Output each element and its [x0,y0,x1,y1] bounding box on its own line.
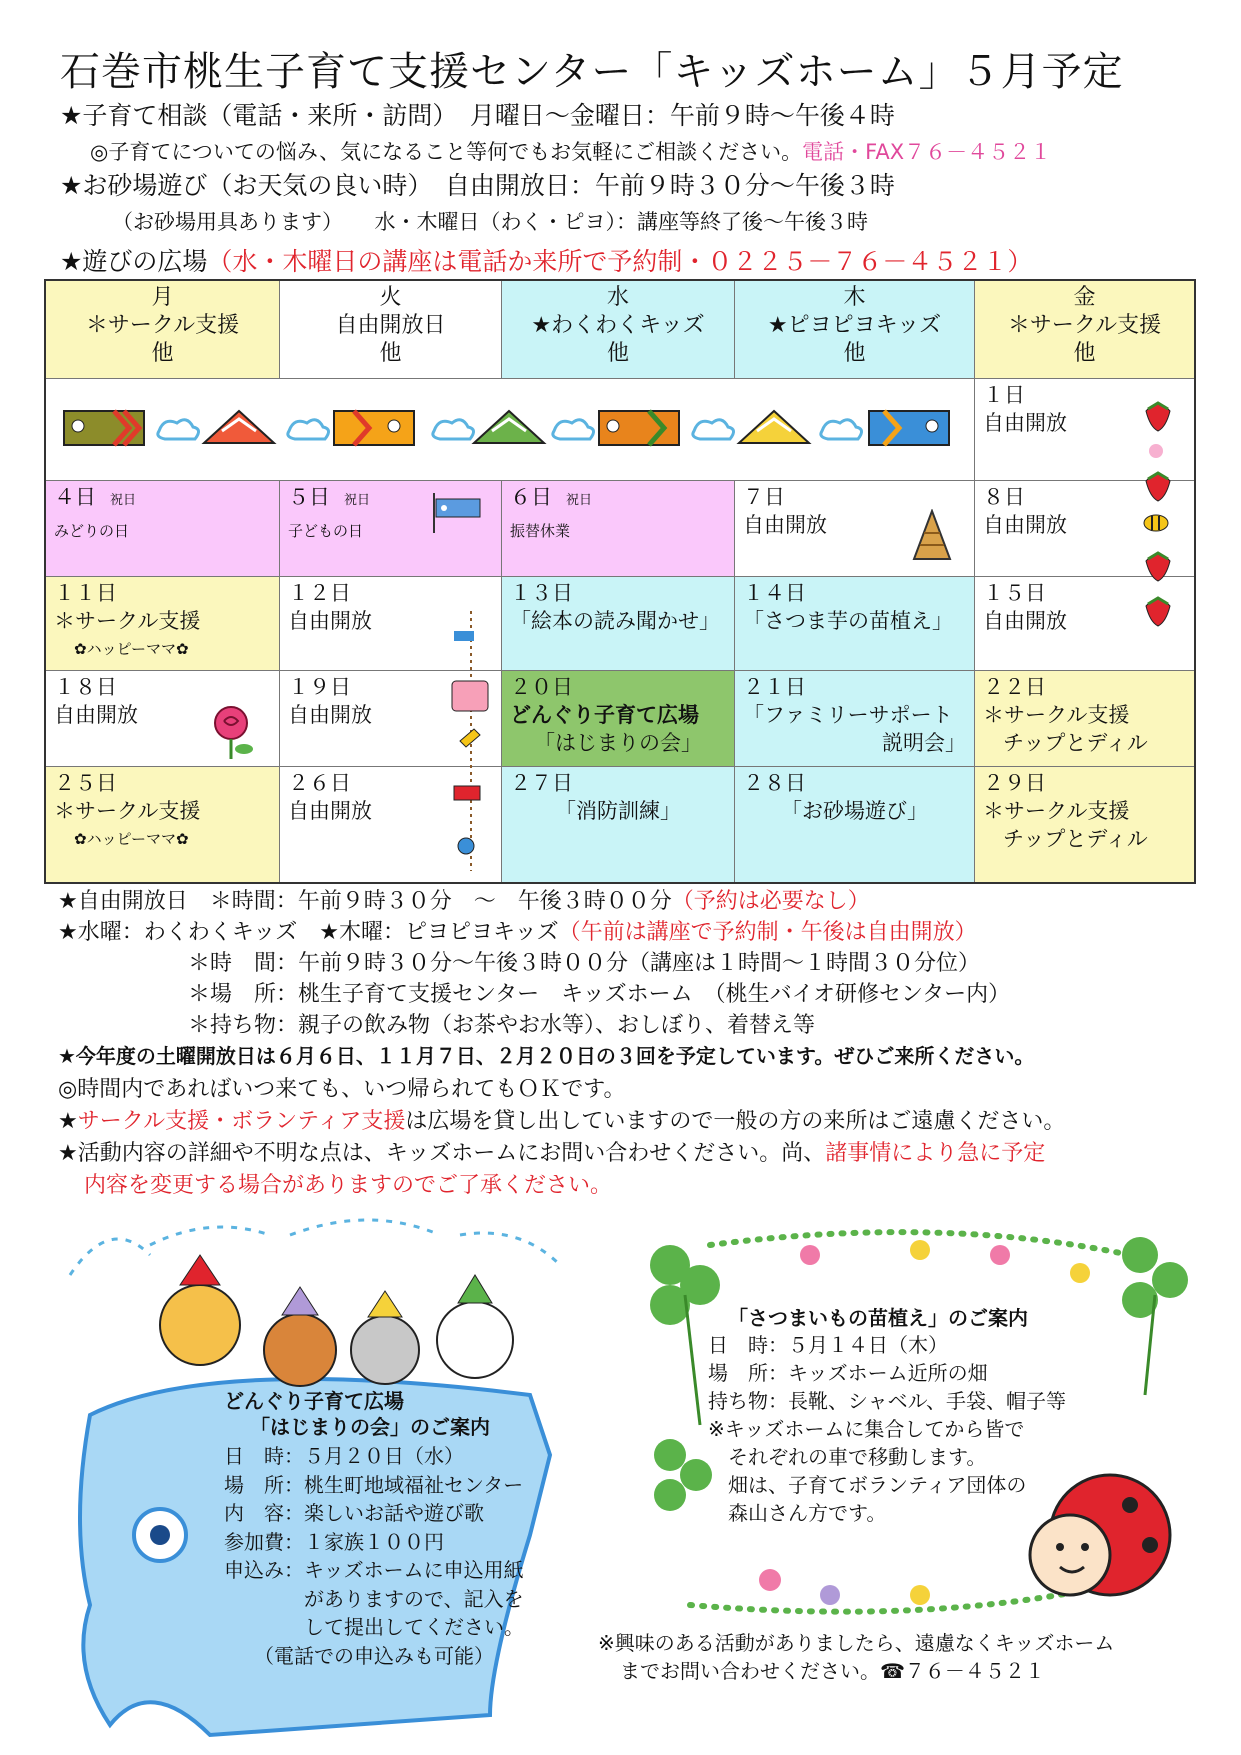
day-text: 自由開放 [983,513,1067,537]
header-tuesday [280,281,502,379]
date-label: ８日 [983,485,1025,509]
right-box-line: それぞれの車で移動します。 [708,1445,987,1469]
right-box-line: 日 時：５月１４日（木） [708,1333,948,1357]
day-text: みどりの日 [54,522,130,540]
day-29 [975,767,1194,882]
left-box-line: 場 所：桃生町地域福祉センター [224,1472,524,1497]
day-7 [735,481,975,577]
right-box-line: 森山さん方です。 [708,1501,887,1525]
day-text-2: ✿ハッピーママ✿ [74,830,189,848]
note-text-2: は広場を貸し出していますので一般の方の来所はご遠慮ください。 [405,1109,1066,1134]
day-6 [502,481,735,577]
koinobori-banner [46,379,975,481]
dog-icon [160,1255,240,1365]
left-box-line: 日 時：５月２０日（水） [224,1444,464,1468]
cloud-icon [433,420,474,439]
date-label: １８日 [54,675,117,699]
squirrel-icon [264,1287,336,1386]
date-label: ２９日 [983,771,1046,795]
koinobori-decoration [54,381,964,471]
day-text: 自由開放 [983,411,1067,435]
holiday-label: 祝日 [344,493,371,508]
strawberry-vine [1126,381,1192,641]
right-box-line: 持ち物：長靴、シャベル、手袋、帽子等 [708,1389,1066,1413]
date-label: ７日 [743,485,785,509]
day-11 [46,577,280,671]
header-day: 金 [1073,285,1096,310]
note-time: ＊時 間：午前９時３０分～午後３時００分（講座は１時間～１時間３０分位） [188,951,981,976]
header-line1: ★わくわくキッズ [531,313,705,338]
consult-phone: 電話・FAX７６－４５２１ [802,140,1052,164]
right-box-details [708,1331,1066,1527]
note-text: ★ [58,1109,78,1134]
date-label: １２日 [288,581,351,605]
day-text: 「お砂場遊び」 [781,799,928,823]
strawberry-icon [1146,598,1170,626]
clover-icon [1122,1237,1188,1395]
header-thursday [735,281,975,379]
header-line2: 他 [606,341,629,366]
day-22 [975,671,1194,767]
footer-line-2: までお問い合わせください。☎７６－４５２１ [620,1659,1045,1683]
koinobori-icon [599,411,679,445]
day-text-2: チップとディル [1003,731,1148,755]
note-kids-courses [58,915,977,946]
day-4 [46,481,280,577]
footer-line-1: ※興味のある活動がありましたら、遠慮なくキッズホーム [598,1631,1115,1655]
cloud-icon [693,420,734,439]
day-text: 自由開放 [983,609,1067,633]
bee-icon [1144,515,1168,531]
right-box-line: ※キッズホームに集合してから皆で [708,1417,1025,1441]
date-label: ４日 [54,485,96,509]
header-day: 火 [379,285,402,310]
note-red: （予約は必要なし） [671,889,870,914]
koinobori-icon [430,493,486,533]
day-text: どんぐり子育て広場 [510,703,699,727]
day-18 [46,671,280,767]
consult-line: ★子育て相談（電話・来所・訪問） 月曜日～金曜日：午前９時～午後４時 [60,101,895,130]
left-box-line: 申込み：キッズホームに申込用紙 [224,1558,524,1582]
left-box-line: して提出してください。 [224,1615,524,1639]
sandbox-line: ★お砂場遊び（お天気の良い時） 自由開放日：午前９時３０分～午後３時 [60,171,895,200]
date-label: ２２日 [983,675,1046,699]
consult-note [90,136,1051,166]
plaza-reservation: （水・木曜日の講座は電話か来所で予約制・０２２５－７６－４５２１） [207,247,1033,276]
header-line2: 他 [1073,341,1096,366]
left-box-line: 内 容：楽しいお話や遊び歌 [224,1501,484,1525]
consult-note-text: ◎子育てについての悩み、気になること等何でもお気軽にご相談ください。 [90,140,803,164]
day-text: 「消防訓練」 [555,799,681,823]
cloud-icon [158,420,199,439]
day-13 [502,577,735,671]
date-label: １９日 [288,675,351,699]
day-text: 自由開放 [288,609,372,633]
note-free-open [58,884,870,915]
header-day: 水 [606,285,629,310]
cloud-icon [553,420,594,439]
sandbox-note: （お砂場用具あります） 水・木曜日（わく・ピヨ）：講座等終了後～午後３時 [112,210,868,234]
rose-icon [206,701,266,761]
date-label: ２１日 [743,675,806,699]
date-label: １日 [983,383,1025,407]
day-text: ＊サークル支援 [54,799,201,823]
day-text: 「絵本の読み聞かせ」 [510,609,720,633]
left-box-line: がありますので、記入を [224,1586,524,1611]
calendar-table [44,279,1196,884]
left-box-title-2: 「はじまりの会」のご案内 [250,1415,490,1439]
day-text: 振替休業 [510,522,571,540]
day-text: ＊サークル支援 [54,609,201,633]
day-21 [735,671,975,767]
day-20 [502,671,735,767]
header-line2: 他 [379,341,402,366]
left-box-details [224,1442,524,1670]
note-saturday: ★今年度の土曜開放日は６月６日、１１月７日、２月２０日の３回を予定しています。ぜひご来所ください。 [58,1044,1035,1068]
date-label: ２０日 [510,675,573,699]
koinobori-icon [869,411,949,445]
header-day: 木 [843,285,866,310]
kabuto-icon [204,411,274,443]
date-label: １４日 [743,581,806,605]
holiday-label: 祝日 [566,493,593,508]
koinobori-icon [64,411,144,445]
note-details [58,1136,1045,1167]
day-text: 自由開放 [743,513,827,537]
note-red: サークル支援・ボランティア支援 [77,1109,406,1134]
header-line2: 他 [843,341,866,366]
day-text-2: ✿ハッピーママ✿ [74,640,189,658]
page-title: 石巻市桃生子育て支援センター「キッズホーム」５月予定 [60,49,1124,95]
date-label: ６日 [510,485,552,509]
note-red: （午前は講座で予約制・午後は自由開放） [558,920,977,945]
date-label: １５日 [983,581,1046,605]
header-line1: ＊サークル支援 [1007,313,1162,338]
header-monday [46,281,280,379]
kabuto-icon [739,411,809,443]
kabuto-icon [474,411,544,443]
note-text: ★水曜：わくわくキッズ ★木曜：ピヨピヨキッズ [58,920,559,945]
plaza-label: ★遊びの広場 [60,247,208,276]
date-label: １３日 [510,581,573,605]
note-place: ＊場 所：桃生子育て支援センター キッズホーム （桃生バイオ研修センター内） [188,982,1011,1007]
day-text: 子どもの日 [288,522,364,540]
strawberry-icon [1146,403,1170,431]
date-label: ２７日 [510,771,573,795]
header-line1: ＊サークル支援 [85,313,240,338]
day-text: ＊サークル支援 [983,703,1130,727]
day-text: 自由開放 [288,703,372,727]
note-text: ★自由開放日 ＊時間：午前９時３０分 ～ 午後３時００分 [58,889,672,914]
note-ok: ◎時間内であればいつ来ても、いつ帰られてもＯＫです。 [58,1077,626,1102]
day-text: ＊サークル支援 [983,799,1130,823]
takenoko-icon [910,509,954,565]
cloud-icon [288,420,329,439]
left-box-line: 参加費：１家族１００円 [224,1529,444,1554]
day-28 [735,767,975,882]
date-label: １１日 [54,581,117,605]
note-red: 諸事情により急に予定 [825,1141,1046,1166]
day-text: 「ファミリーサポート [743,703,953,727]
left-box-title-1: どんぐり子育て広場 [224,1389,404,1413]
header-friday [975,281,1194,379]
holiday-label: 祝日 [110,493,137,508]
header-line1: ★ピヨピヨキッズ [767,313,942,338]
right-box-line: 場 所：キッズホーム近所の畑 [708,1361,988,1385]
date-label: ２８日 [743,771,806,795]
right-box-line: 畑は、子育てボランティア団体の [708,1473,1027,1497]
clover-icon [654,1439,712,1511]
rabbit-icon [437,1275,513,1378]
header-day: 月 [151,285,174,310]
mouse-icon [351,1291,419,1384]
right-box-title: 「さつまいもの苗植え」のご案内 [728,1306,1028,1330]
header-line2: 他 [151,341,174,366]
note-change: 内容を変更する場合がありますのでご了承ください。 [84,1173,613,1198]
date-label: ２６日 [288,771,351,795]
day-5 [280,481,502,577]
left-box-line: （電話での申込みも可能） [254,1643,494,1668]
note-circle [58,1104,1065,1135]
header-wednesday [502,281,735,379]
day-text-2: チップとディル [1003,827,1148,851]
date-label: ５日 [288,485,330,509]
day-25 [46,767,280,882]
flower-icon [1149,444,1163,458]
sand-toys-icon [446,611,496,871]
day-text: 「さつま芋の苗植え」 [743,609,953,633]
date-label: ２５日 [54,771,117,795]
plaza-line [60,242,1032,278]
day-27 [502,767,735,882]
koinobori-icon [334,411,414,445]
note-belongings: ＊持ち物：親子の飲み物（お茶やお水等）、おしぼり、着替え等 [188,1013,816,1038]
strawberry-icon [1146,473,1170,501]
header-line1: 自由開放日 [335,313,446,338]
day-text-2: 説明会」 [882,731,966,755]
day-text-2: 「はじまりの会」 [534,731,702,755]
cloud-icon [821,420,862,439]
strawberry-icon [1146,553,1170,581]
day-text: 自由開放 [54,703,138,727]
day-text: 自由開放 [288,799,372,823]
day-14 [735,577,975,671]
note-text: ★活動内容の詳細や不明な点は、キッズホームにお問い合わせください。尚、 [58,1141,826,1166]
